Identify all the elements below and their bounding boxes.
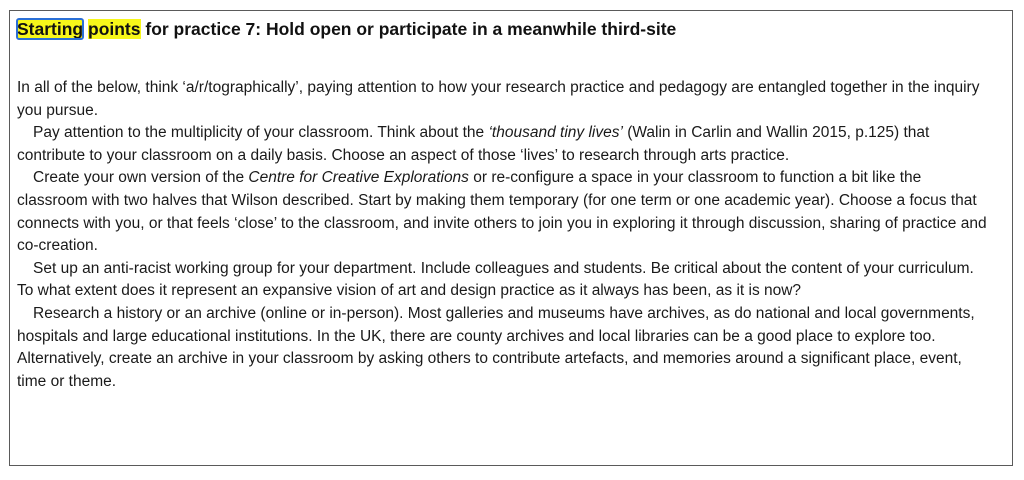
paragraph-centre-text-1: Create your own version of the [33,169,249,187]
quote-thousand-tiny-lives: ‘thousand tiny lives’ [488,124,623,142]
page-title [17,17,676,41]
paragraph-centre [17,167,992,257]
article-body [17,77,992,393]
paragraph-multiplicity [17,122,992,167]
search-highlight-starting[interactable]: Starting [17,19,84,39]
paragraph-multiplicity-text-1: Pay attention to the multiplicity of your classroom. Think about the [33,124,489,142]
paragraph-archive: Research a history or an archive (online or in-person). Most galleries and museums have archives, as do national and local governments, hospitals and large educational institutions. In the UK, there are county archives and local libraries can be a good place to explore too. Alternatively, create an archive in your classroom by asking others to contribute artefacts, and memories around a significant place, event, time or theme. [17,304,975,390]
paragraph-centre-text-2: or re-configure a space in your classroom to function a bit like the classroom with two halves that Wilson described. Start by making them temporary (for one term or one academic year). Choose a focus that connects with you, or that feels ‘close’ to the classroom, and invite others to join you in exploring it through discussion, sharing of practice and co-creation. [17,169,987,255]
paragraph-anti-racist: Set up an anti-racist working group for your department. Include colleagues and students. Be critical about the content of your curriculum. To what extent does it represent an expansive vision of art and design practice as it always has been, as it is now? [17,259,974,300]
centre-name-italic: Centre for Creative Explorations [248,169,469,187]
search-highlight-points[interactable]: points [88,19,141,39]
title-rest: for practice 7: Hold open or participate in a meanwhile third-site [140,19,677,39]
paragraph-multiplicity-text-2: (Walin in Carlin and Wallin 2015, p.125) that contribute to your classroom on a daily basis. Choose an aspect of those ‘lives’ to research through arts practice. [17,124,930,164]
paragraph-intro: In all of the below, think ‘a/r/tographically’, paying attention to how your research practice and pedagogy are entangled together in the inquiry you pursue. [17,79,980,119]
